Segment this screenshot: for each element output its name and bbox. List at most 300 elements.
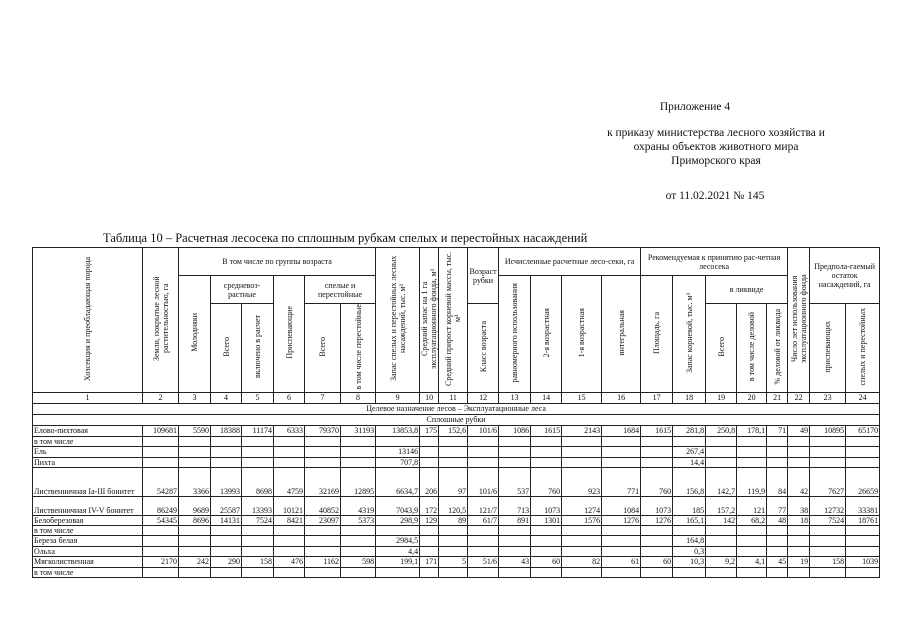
cell-c17 (641, 457, 673, 467)
cell-c14 (531, 525, 562, 535)
row-label: Мягколиственная (33, 556, 143, 567)
cell-c15 (562, 457, 602, 467)
table-row (33, 457, 880, 467)
cell-c10 (420, 457, 439, 467)
appendix-text: Приложение 4 (659, 101, 731, 113)
cell-c8: 31193 (341, 425, 376, 436)
cell-c16 (602, 446, 641, 457)
cell-c4 (211, 457, 242, 467)
cell-c14 (531, 436, 562, 446)
col-header-17 (641, 276, 673, 393)
cell-c5 (242, 457, 274, 467)
cell-c22 (788, 525, 810, 535)
col-header-1 (33, 248, 143, 393)
cell-c16: 1684 (602, 425, 641, 436)
cell-c22 (788, 457, 810, 467)
cell-c18 (673, 436, 706, 446)
cell-c19: 250,8 (706, 425, 737, 436)
cell-c17 (641, 525, 673, 535)
col-header-2-text: Земли, покрытые лесной растительностью, га (151, 276, 170, 362)
cell-c3 (179, 546, 211, 556)
cell-c23 (810, 546, 846, 556)
cell-c2 (143, 535, 179, 546)
cell-c16 (602, 535, 641, 546)
cell-c19 (706, 436, 737, 446)
col-header-22-text: Число лет использования эксплуатационного фонда (789, 274, 808, 364)
col-header-19-text: Всего (716, 336, 726, 357)
cell-c7 (305, 525, 341, 535)
cell-c11: 120,5 (439, 496, 468, 515)
cell-c19 (706, 567, 737, 577)
cell-c24 (846, 546, 880, 556)
cell-c16 (602, 457, 641, 467)
cell-c22 (788, 436, 810, 446)
cell-c4 (211, 567, 242, 577)
cell-c7 (305, 457, 341, 467)
col-header-21 (767, 304, 788, 393)
cell-c24: 18761 (846, 515, 880, 525)
row-label: Пихта (33, 457, 143, 467)
cell-c21: 84 (767, 467, 788, 496)
row-label: Лиственничная IV-V бонитет (33, 496, 143, 515)
table-body (33, 425, 880, 577)
cell-c3: 8696 (179, 515, 211, 525)
cell-c20 (737, 535, 767, 546)
order-line-3: Приморского края (671, 155, 761, 167)
table-row (33, 567, 880, 577)
cell-c17 (641, 546, 673, 556)
col-header-23 (810, 304, 846, 393)
col-header-5 (242, 304, 274, 393)
cell-c23: 10895 (810, 425, 846, 436)
col-number: 22 (788, 392, 810, 403)
col-header-4 (211, 304, 242, 393)
cell-c21: 45 (767, 556, 788, 567)
cell-c19: 157,2 (706, 496, 737, 515)
cell-c15: 82 (562, 556, 602, 567)
cell-c10: 171 (420, 556, 439, 567)
cell-c13: 1086 (499, 425, 531, 436)
cell-c3 (179, 446, 211, 457)
cell-c5: 11174 (242, 425, 274, 436)
col-number: 8 (341, 392, 376, 403)
col-header-7-text: Всего (318, 336, 327, 357)
cell-c3 (179, 525, 211, 535)
cell-c16 (602, 567, 641, 577)
cell-c2 (143, 436, 179, 446)
cell-c19: 142 (706, 515, 737, 525)
cell-c9: 298,9 (376, 515, 420, 525)
cell-c8 (341, 546, 376, 556)
cell-c22 (788, 535, 810, 546)
col-header-6-text: Приспевающие (284, 306, 294, 360)
cell-c8: 598 (341, 556, 376, 567)
cell-c20 (737, 457, 767, 467)
cell-c9 (376, 567, 420, 577)
table-row (33, 556, 880, 567)
cell-c14 (531, 535, 562, 546)
col-number: 7 (305, 392, 341, 403)
cell-c6: 6333 (274, 425, 305, 436)
cell-c7 (305, 546, 341, 556)
table-row (33, 467, 880, 496)
cell-c11 (439, 546, 468, 556)
cell-c16: 1084 (602, 496, 641, 515)
cell-c2 (143, 525, 179, 535)
cell-c6 (274, 525, 305, 535)
cell-c7: 40852 (305, 496, 341, 515)
cell-c9: 7043,9 (376, 496, 420, 515)
cell-c3 (179, 567, 211, 577)
cell-c18: 164,8 (673, 535, 706, 546)
cell-c18: 165,1 (673, 515, 706, 525)
col-number: 6 (274, 392, 305, 403)
col-header-24-text: спелых и перестойных (858, 308, 868, 386)
cell-c11 (439, 535, 468, 546)
col-group-cutting-age: Возраст рубки (468, 248, 499, 304)
col-header-8-text: в том числе перестойные (353, 304, 363, 390)
cell-c5 (242, 436, 274, 446)
col-header-6 (274, 276, 305, 393)
cell-c2: 54345 (143, 515, 179, 525)
cell-c8 (341, 457, 376, 467)
cell-c2 (143, 457, 179, 467)
cell-c9: 13146 (376, 446, 420, 457)
cell-c12 (468, 567, 499, 577)
cell-c18: 281,8 (673, 425, 706, 436)
cell-c17: 60 (641, 556, 673, 567)
col-group-age: В том числе по группы возраста (179, 248, 376, 276)
cell-c21: 71 (767, 425, 788, 436)
cell-c7: 1162 (305, 556, 341, 567)
cell-c11 (439, 446, 468, 457)
col-header-7 (305, 304, 341, 393)
cell-c6: 10121 (274, 496, 305, 515)
cell-c21 (767, 525, 788, 535)
cell-c4: 18388 (211, 425, 242, 436)
cell-c10 (420, 525, 439, 535)
cell-c5 (242, 567, 274, 577)
row-label: Белоберезовая (33, 515, 143, 525)
col-header-24 (846, 304, 880, 393)
cell-c15 (562, 546, 602, 556)
col-header-2 (143, 248, 179, 393)
section-purpose: Целевое назначение лесов – Эксплуатационные леса (33, 403, 880, 414)
cell-c5: 158 (242, 556, 274, 567)
cell-c18: 10,3 (673, 556, 706, 567)
cell-c18 (673, 567, 706, 577)
cell-c11 (439, 436, 468, 446)
cell-c18 (673, 525, 706, 535)
col-header-14-text: 2-я возрастная (541, 308, 551, 358)
cell-c12 (468, 546, 499, 556)
cell-c9 (376, 436, 420, 446)
cell-c8 (341, 567, 376, 577)
cell-c21 (767, 436, 788, 446)
col-number: 12 (468, 392, 499, 403)
cell-c3 (179, 535, 211, 546)
cell-c11: 97 (439, 467, 468, 496)
cell-c10 (420, 546, 439, 556)
cell-c23 (810, 457, 846, 467)
cell-c10: 206 (420, 467, 439, 496)
cell-c18: 185 (673, 496, 706, 515)
cell-c8 (341, 525, 376, 535)
section-row (33, 403, 880, 414)
row-label: Береза белая (33, 535, 143, 546)
cell-c5 (242, 535, 274, 546)
cell-c6 (274, 436, 305, 446)
col-number: 24 (846, 392, 880, 403)
cell-c24: 65170 (846, 425, 880, 436)
order-date-text: от 11.02.2021 № 145 (665, 190, 765, 202)
cell-c7 (305, 436, 341, 446)
cell-c20: 4,1 (737, 556, 767, 567)
cell-c14 (531, 457, 562, 467)
col-number: 17 (641, 392, 673, 403)
cell-c10: 175 (420, 425, 439, 436)
cell-c22: 49 (788, 425, 810, 436)
col-header-12-text: Класс возраста (478, 321, 488, 373)
cell-c4 (211, 436, 242, 446)
cell-c8: 12895 (341, 467, 376, 496)
cell-c15: 923 (562, 467, 602, 496)
cell-c10: 172 (420, 496, 439, 515)
cell-c13 (499, 546, 531, 556)
col-header-5-text: включено в расчет (253, 315, 262, 379)
cell-c19 (706, 525, 737, 535)
cell-c9: 707,8 (376, 457, 420, 467)
cell-c4 (211, 525, 242, 535)
col-number: 9 (376, 392, 420, 403)
cell-c21 (767, 457, 788, 467)
cell-c15 (562, 567, 602, 577)
cell-c15: 1274 (562, 496, 602, 515)
row-label: Елово-пихтовая (33, 425, 143, 436)
cell-c3: 242 (179, 556, 211, 567)
cell-c17 (641, 446, 673, 457)
cell-c4: 290 (211, 556, 242, 567)
col-number: 21 (767, 392, 788, 403)
cell-c2 (143, 546, 179, 556)
cell-c22 (788, 546, 810, 556)
cell-c5 (242, 525, 274, 535)
cell-c21: 77 (767, 496, 788, 515)
cell-c9: 13853,8 (376, 425, 420, 436)
cell-c18: 0,3 (673, 546, 706, 556)
cell-c19 (706, 546, 737, 556)
table-row (33, 535, 880, 546)
cell-c22: 38 (788, 496, 810, 515)
cell-c4: 25587 (211, 496, 242, 515)
cell-c2 (143, 446, 179, 457)
row-label: в том числе (33, 567, 143, 577)
cell-c11: 89 (439, 515, 468, 525)
cell-c4 (211, 446, 242, 457)
col-header-1-text: Хозсекция и преобладающая порода (83, 256, 92, 381)
col-header-17-text: Площадь, га (652, 311, 662, 354)
cell-c18: 267,4 (673, 446, 706, 457)
cell-c17: 760 (641, 467, 673, 496)
col-group-remaining: Предпола-гаемый остаток насаждений, га (810, 248, 880, 304)
cell-c2 (143, 567, 179, 577)
col-number: 23 (810, 392, 846, 403)
col-number: 19 (706, 392, 737, 403)
cell-c5: 8698 (242, 467, 274, 496)
order-line-2: охраны объектов животного мира (633, 141, 799, 153)
cell-c23 (810, 446, 846, 457)
cell-c15: 1576 (562, 515, 602, 525)
cell-c4 (211, 546, 242, 556)
cell-c13 (499, 446, 531, 457)
col-header-13-text: равномерного использования (510, 282, 520, 383)
cell-c12 (468, 436, 499, 446)
cell-c3 (179, 436, 211, 446)
col-header-13 (499, 276, 531, 393)
cell-c2: 109681 (143, 425, 179, 436)
cell-c24: 26659 (846, 467, 880, 496)
cell-c14 (531, 446, 562, 457)
cell-c12 (468, 457, 499, 467)
cell-c14: 1615 (531, 425, 562, 436)
cell-c12: 101/6 (468, 467, 499, 496)
col-number: 16 (602, 392, 641, 403)
cell-c11 (439, 567, 468, 577)
cell-c3 (179, 457, 211, 467)
cell-c2: 54287 (143, 467, 179, 496)
col-header-23-text: приспевающих (823, 320, 833, 373)
cell-c6 (274, 535, 305, 546)
cell-c24 (846, 535, 880, 546)
cell-c7 (305, 446, 341, 457)
cell-c17 (641, 567, 673, 577)
col-header-18 (673, 276, 706, 393)
row-label: Ольха (33, 546, 143, 556)
cell-c24 (846, 457, 880, 467)
cell-c17: 1615 (641, 425, 673, 436)
col-header-12 (468, 304, 499, 393)
cell-c6 (274, 546, 305, 556)
order-line-1: к приказу министерства лесного хозяйства и (607, 127, 825, 139)
cell-c18: 14,4 (673, 457, 706, 467)
header-row-1 (33, 248, 880, 276)
cell-c21 (767, 546, 788, 556)
table-row (33, 425, 880, 436)
cell-c2: 2170 (143, 556, 179, 567)
col-header-3 (179, 276, 211, 393)
col-header-11 (439, 248, 468, 393)
cell-c15 (562, 446, 602, 457)
col-header-16-text: интегральная (616, 309, 626, 356)
col-group-liquid: в ликвиде (706, 276, 788, 304)
col-number: 15 (562, 392, 602, 403)
cell-c12: 101/6 (468, 425, 499, 436)
cell-c23 (810, 436, 846, 446)
cell-c12: 61/7 (468, 515, 499, 525)
cell-c24: 33381 (846, 496, 880, 515)
cell-c9: 4,4 (376, 546, 420, 556)
cell-c23: 7627 (810, 467, 846, 496)
cell-c22: 19 (788, 556, 810, 567)
table-row (33, 496, 880, 515)
cell-c19: 142,7 (706, 467, 737, 496)
cell-c4 (211, 535, 242, 546)
forest-cutting-table (32, 247, 880, 578)
row-label: Лиственничная Ia-III бонитет (33, 467, 143, 496)
order-date (620, 189, 810, 203)
cell-c8 (341, 535, 376, 546)
cell-c20: 119,9 (737, 467, 767, 496)
cell-c20 (737, 446, 767, 457)
cell-c9: 2984,5 (376, 535, 420, 546)
col-header-18-text: Запас корневой, тыс. м³ (684, 292, 694, 373)
cell-c7 (305, 567, 341, 577)
cell-c19 (706, 457, 737, 467)
cell-c4: 14131 (211, 515, 242, 525)
cell-c7: 79370 (305, 425, 341, 436)
col-group-recommended: Рекомендуемая к принятию рас-четная лесосека (641, 248, 788, 276)
section-row (33, 414, 880, 425)
cell-c6: 476 (274, 556, 305, 567)
cell-c5: 13393 (242, 496, 274, 515)
cell-c23 (810, 535, 846, 546)
cell-c8 (341, 446, 376, 457)
cell-c23: 12732 (810, 496, 846, 515)
cell-c21 (767, 535, 788, 546)
cell-c6 (274, 457, 305, 467)
cell-c3: 3366 (179, 467, 211, 496)
table-row (33, 546, 880, 556)
cell-c16: 61 (602, 556, 641, 567)
cell-c23 (810, 567, 846, 577)
col-header-16 (602, 276, 641, 393)
cell-c13 (499, 525, 531, 535)
order-reference (580, 126, 852, 168)
row-label: Ель (33, 446, 143, 457)
cell-c4: 13993 (211, 467, 242, 496)
col-header-8 (341, 304, 376, 393)
col-header-9-text: Запас спелых и перестойных лесных насаждений, тыс. м³ (388, 256, 407, 382)
cell-c9: 199,1 (376, 556, 420, 567)
cell-c20 (737, 546, 767, 556)
cell-c21 (767, 567, 788, 577)
cell-c7: 23097 (305, 515, 341, 525)
cell-c13 (499, 457, 531, 467)
col-number: 20 (737, 392, 767, 403)
cell-c20: 121 (737, 496, 767, 515)
cell-c24 (846, 446, 880, 457)
cell-c19 (706, 446, 737, 457)
cell-c14: 760 (531, 467, 562, 496)
col-header-15-text: 1-я возрастная (577, 308, 587, 358)
cell-c14: 60 (531, 556, 562, 567)
col-number-row (33, 392, 880, 403)
col-number: 18 (673, 392, 706, 403)
cell-c10 (420, 446, 439, 457)
cell-c13: 713 (499, 496, 531, 515)
cell-c20: 178,1 (737, 425, 767, 436)
cell-c17: 1073 (641, 496, 673, 515)
table-row (33, 525, 880, 535)
cell-c10 (420, 567, 439, 577)
col-group-mid-age: средневоз-растные (211, 276, 274, 304)
col-header-9 (376, 248, 420, 393)
cell-c24 (846, 436, 880, 446)
col-header-15 (562, 276, 602, 393)
cell-c21 (767, 446, 788, 457)
cell-c3: 9689 (179, 496, 211, 515)
cell-c22 (788, 446, 810, 457)
